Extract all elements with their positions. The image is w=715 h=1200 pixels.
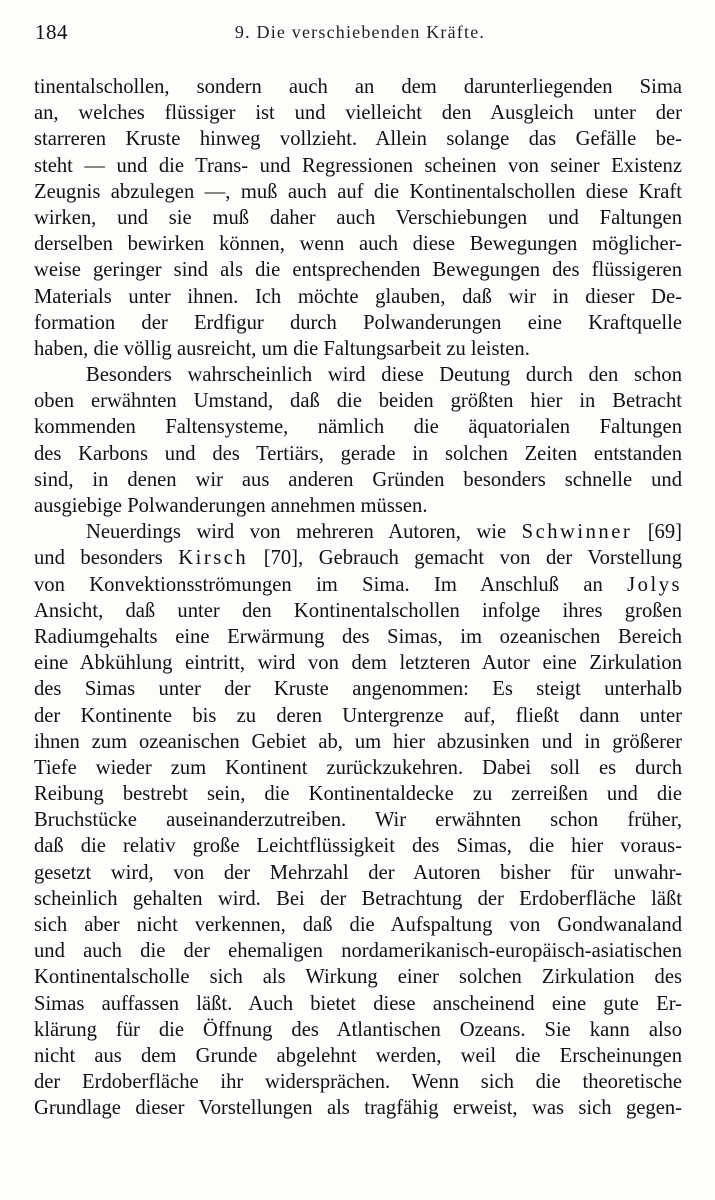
text-line: kommenden Faltensysteme, nämlich die äquatorialen Faltungen xyxy=(34,416,682,439)
text-line: Besonders wahrscheinlich wird diese Deutung durch den schon xyxy=(86,364,682,387)
text-line: starreren Kruste hinweg vollzieht. Allein solange das Gefälle be- xyxy=(34,128,682,151)
text-fragment: und besonders xyxy=(34,547,163,570)
author-name: Schwinner xyxy=(521,521,633,544)
text-line: Radiumgehalts eine Erwärmung des Simas, im ozeanischen Bereich xyxy=(34,625,682,648)
text-line: scheinlich gehalten wird. Bei der Betrachtung der Erdoberfläche läßt xyxy=(34,887,682,910)
text-line: oben erwähnten Umstand, daß die beiden größten hier in Betracht xyxy=(34,390,682,413)
text-line: an, welches flüssiger ist und vielleicht den Ausgleich unter der xyxy=(34,102,682,125)
text-line: eine Abkühlung eintritt, wird von dem letzteren Autor eine Zirkulation xyxy=(34,652,682,675)
text-line: ihnen zum ozeanischen Gebiet ab, um hier abzusinken und in größerer xyxy=(34,730,682,753)
author-name: Kirsch xyxy=(178,547,249,570)
text-line: tinentalschollen, sondern auch an dem darunterliegenden Sima xyxy=(34,76,682,98)
text-fragment: Neuerdings wird von mehreren Autoren, wie xyxy=(86,521,507,544)
reference-number: [69] xyxy=(647,521,683,544)
text-line xyxy=(34,545,682,571)
paragraph-3 xyxy=(34,519,682,1121)
text-line: sind, in denen wir aus anderen Gründen besonders schnelle und xyxy=(34,468,682,491)
paragraph-2 xyxy=(34,362,682,519)
text-line: des Karbons und des Tertiärs, gerade in solchen Zeiten entstanden xyxy=(34,442,682,465)
author-name: Jolys xyxy=(627,573,683,596)
text-fragment: von Konvektionsströmungen im Sima. Im Anschluß an xyxy=(34,573,603,596)
text-line xyxy=(34,519,682,545)
text-line: Simas auffassen läßt. Auch bietet diese anscheinend eine gute Er- xyxy=(34,992,682,1015)
text-line: Kontinentalscholle sich als Wirkung einer solchen Zirkulation des xyxy=(34,966,682,989)
text-line: sich aber nicht verkennen, daß die Aufspaltung von Gondwanaland xyxy=(34,914,682,936)
text-line: Tiefe wieder zum Kontinent zurückzukehren. Dabei soll es durch xyxy=(34,756,682,779)
body-text xyxy=(34,74,682,1122)
page-header xyxy=(35,18,685,48)
text-line: Bruchstücke auseinanderzutreiben. Wir erwähnten schon früher, xyxy=(34,809,682,832)
reference-number: [70], xyxy=(263,547,304,570)
text-line: ausgiebige Polwanderungen annehmen müssen. xyxy=(34,495,428,517)
text-line: haben, die völlig ausreicht, um die Faltungsarbeit zu leisten. xyxy=(34,337,530,360)
text-line: wirken, und sie muß daher auch Verschiebungen und Faltungen xyxy=(34,206,682,229)
text-line: der Kontinente bis zu deren Untergrenze auf, fließt dann unter xyxy=(34,704,682,727)
running-head: 9. Die verschiebenden Kräfte. xyxy=(234,22,486,42)
text-line: klärung für die Öffnung des Atlantischen Ozeans. Sie kann also xyxy=(34,1018,682,1041)
text-line: steht — und die Trans- und Regressionen scheinen von seiner Existenz xyxy=(34,154,682,177)
text-line: des Simas unter der Kruste angenommen: Es steigt unterhalb xyxy=(34,678,682,701)
text-line: gesetzt wird, von der Mehrzahl der Autoren bisher für unwahr- xyxy=(34,861,682,884)
text-line: der Erdoberfläche ihr widersprächen. Wenn sich die theoretische xyxy=(34,1071,682,1094)
text-line: derselben bewirken können, wenn auch diese Bewegungen möglicher- xyxy=(34,233,682,256)
text-line: Materials unter ihnen. Ich möchte glauben, daß wir in dieser De- xyxy=(34,285,682,308)
text-fragment: Gebrauch gemacht von der Vorstellung xyxy=(318,547,682,570)
text-line: nicht aus dem Grunde abgelehnt werden, weil die Erscheinungen xyxy=(34,1044,682,1067)
text-line: Grundlage dieser Vorstellungen als tragfähig erweist, was sich gegen- xyxy=(34,1097,682,1120)
text-line: daß die relativ große Leichtflüssigkeit des Simas, die hier voraus- xyxy=(34,835,682,858)
text-line: weise geringer sind als die entsprechenden Bewegungen des flüssigeren xyxy=(34,259,682,282)
text-line: und auch die der ehemaligen nordamerikanisch-europäisch-asiatischen xyxy=(34,940,682,963)
text-line: Ansicht, daß unter den Kontinentalschollen infolge ihres großen xyxy=(34,599,682,622)
paragraph-1 xyxy=(34,74,682,362)
text-line xyxy=(34,572,682,598)
text-line: formation der Erdfigur durch Polwanderungen eine Kraftquelle xyxy=(34,311,682,334)
page-number: 184 xyxy=(35,20,68,44)
text-line: Reibung bestrebt sein, die Kontinentaldecke zu zerreißen und die xyxy=(34,783,682,806)
text-line: Zeugnis abzulegen —, muß auch auf die Kontinentalschollen diese Kraft xyxy=(34,180,682,203)
